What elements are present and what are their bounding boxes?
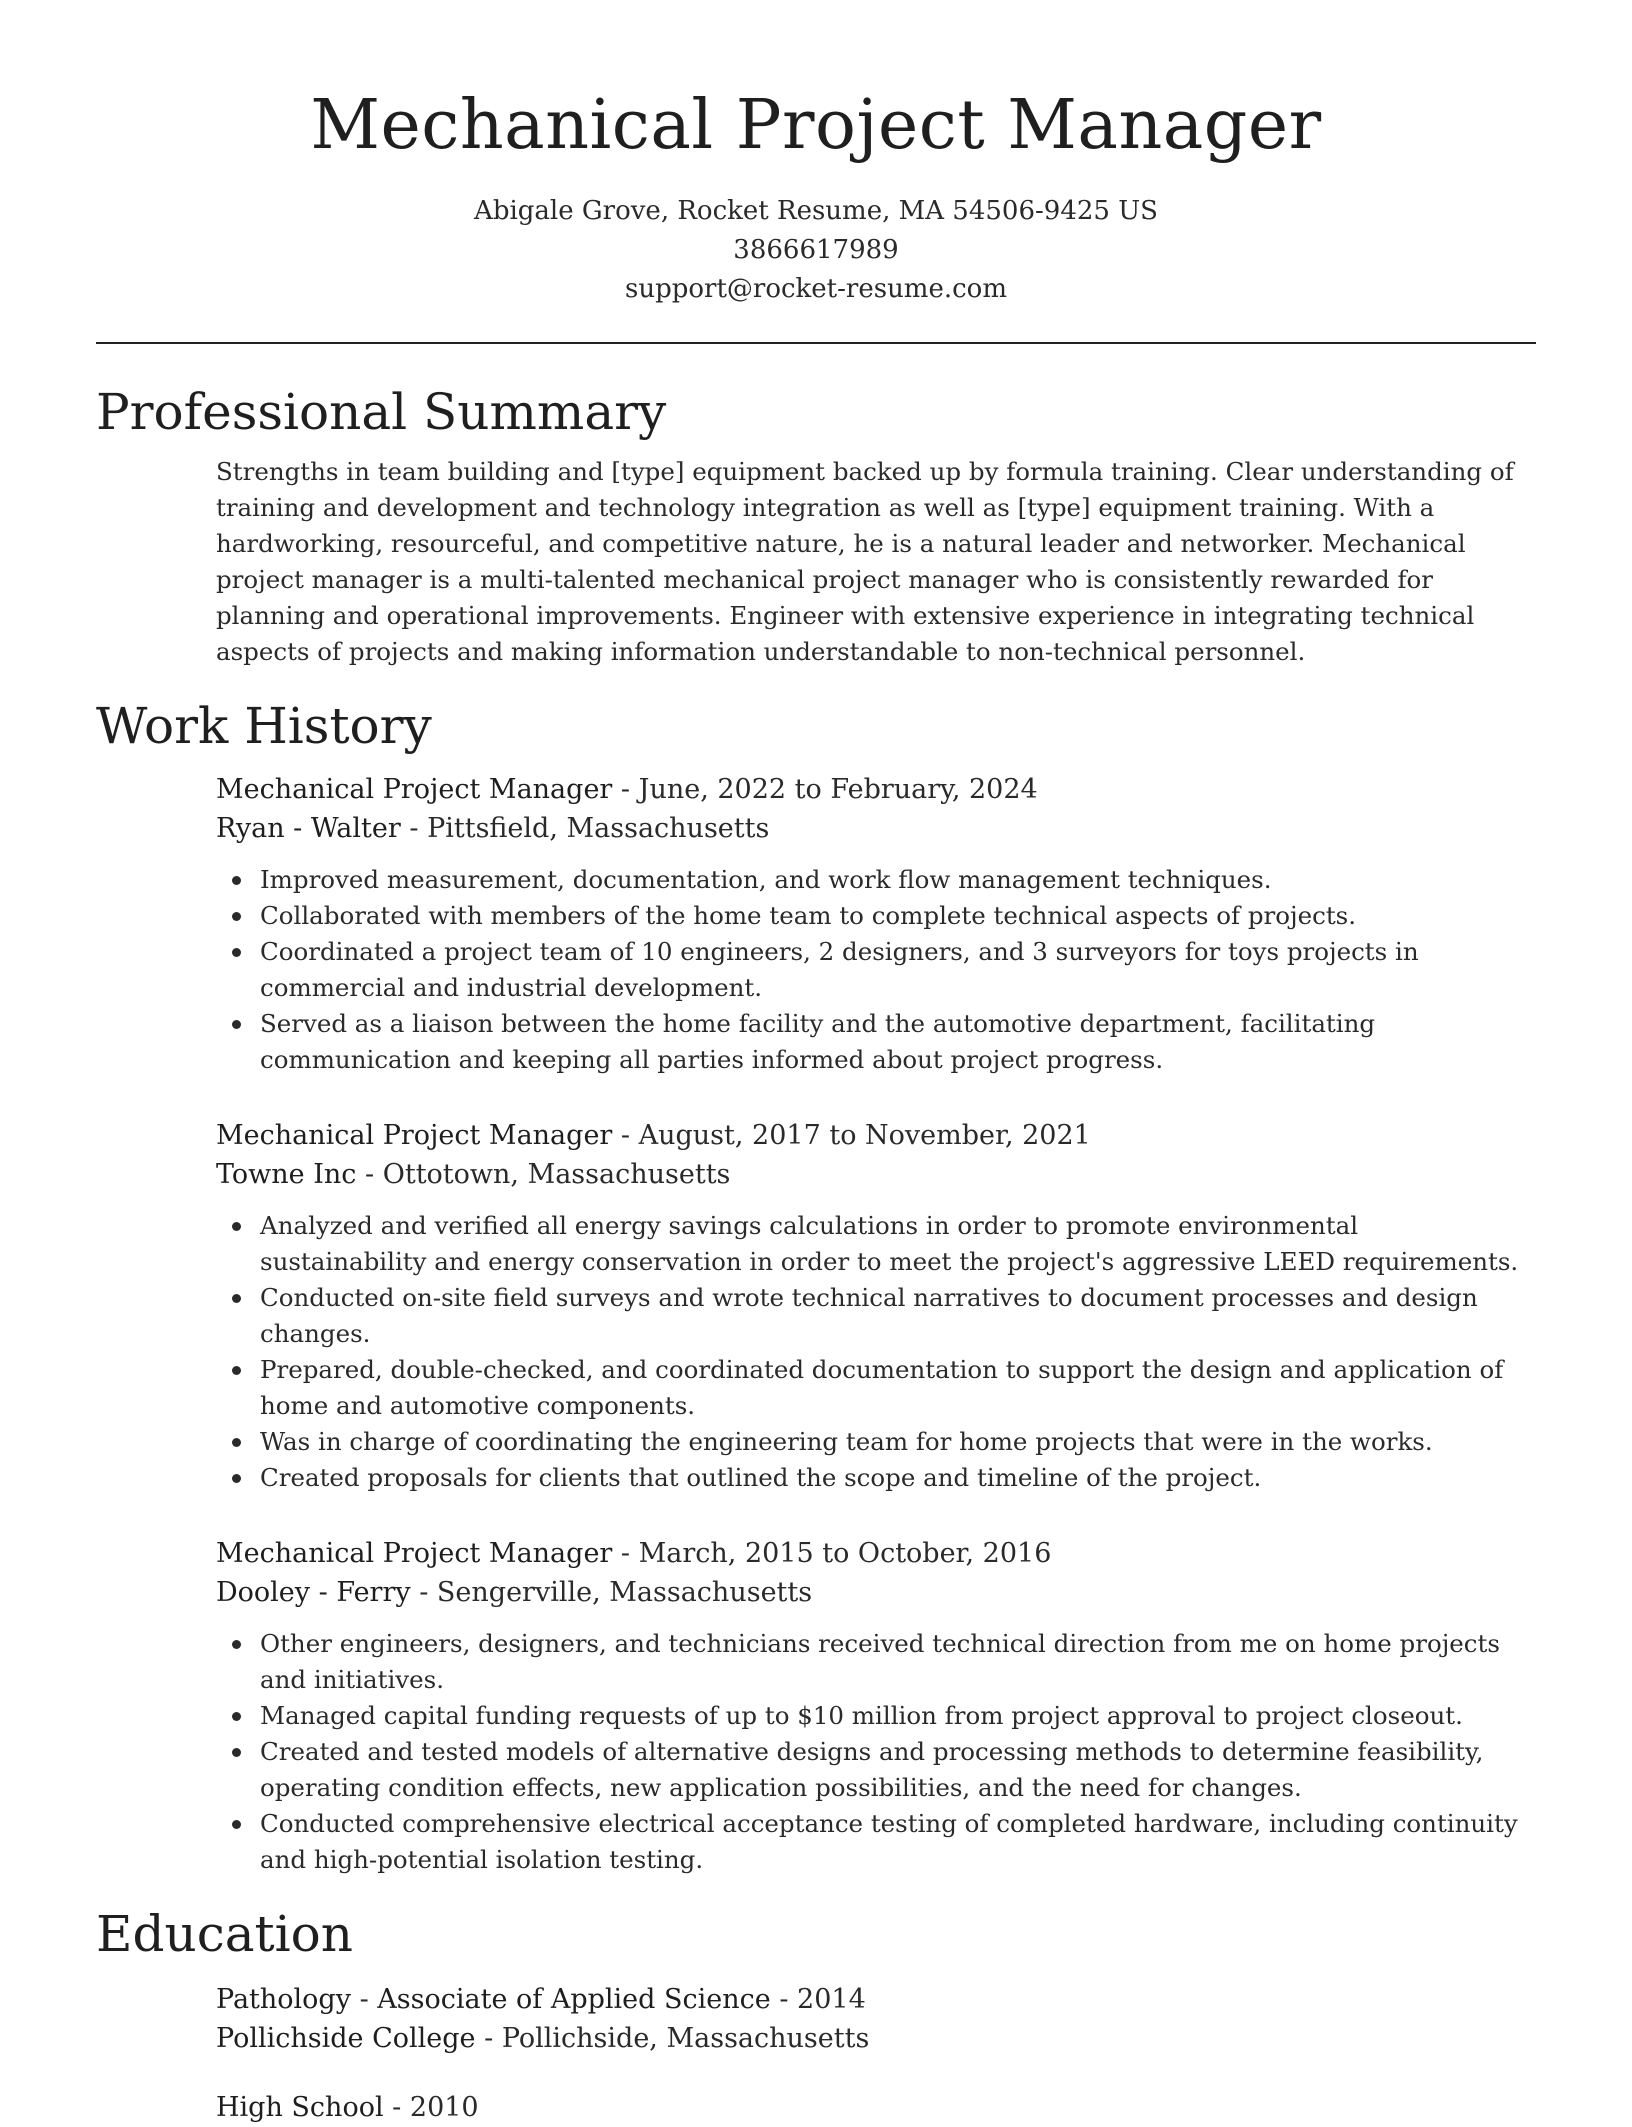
job-title-line: [216, 1534, 1536, 1573]
education-school-line: [216, 2019, 1536, 2058]
contact-block: [96, 192, 1536, 309]
job-entry: [216, 770, 1536, 1078]
work-history-heading: Work History: [96, 697, 432, 755]
contact-phone: 3866617989: [733, 235, 899, 265]
separator: -: [400, 813, 428, 844]
job-bullet: Analyzed and verified all energy savings calculations in order to promote environmental sustainability and energy conservation in order to meet the project's aggressive LEED requirements.: [260, 1208, 1536, 1280]
contact-email: support@rocket-resume.com: [624, 274, 1007, 304]
job-location: Sengerville, Massachusetts: [436, 1577, 813, 1608]
job-company-line: [216, 809, 1536, 848]
job-company-line: [216, 1573, 1536, 1612]
separator: -: [612, 1538, 639, 1569]
summary-heading: Professional Summary: [96, 383, 667, 441]
separator: -: [383, 2092, 410, 2123]
job-dates: March, 2015 to October, 2016: [638, 1538, 1052, 1569]
education-location: Pollichside, Massachusetts: [501, 2023, 870, 2054]
job-bullet: Served as a liaison between the home facility and the automotive department, facilitating communication and keeping all parties informed about project progress.: [260, 1006, 1536, 1078]
education-degree: High School: [216, 2092, 384, 2123]
education-field: Pathology: [216, 1984, 351, 2015]
job-bullet: Managed capital funding requests of up to $10 million from project approval to project closeout.: [260, 1698, 1536, 1734]
resume-header: [96, 84, 1536, 309]
job-company: Towne Inc: [216, 1159, 357, 1190]
job-bullets: [216, 1626, 1536, 1878]
separator: -: [356, 1159, 383, 1190]
job-company: Dooley - Ferry: [216, 1577, 411, 1608]
job-bullet: Was in charge of coordinating the engineering team for home projects that were in the works.: [260, 1424, 1536, 1460]
job-bullet: Improved measurement, documentation, and work flow management techniques.: [260, 862, 1536, 898]
job-title: Mechanical Project Manager: [216, 1538, 613, 1569]
summary-section: [96, 380, 1536, 670]
education-entry: [216, 1980, 1536, 2058]
job-company-line: [216, 1155, 1536, 1194]
separator: -: [612, 1120, 639, 1151]
job-title: Mechanical Project Manager: [216, 1120, 613, 1151]
work-history-section: [96, 694, 1536, 1878]
job-bullet: Conducted comprehensive electrical acceptance testing of completed hardware, including continuity and high-potential isolation testing.: [260, 1806, 1536, 1878]
separator: -: [475, 2023, 502, 2054]
education-year: 2010: [409, 2092, 479, 2123]
job-bullet: Created proposals for clients that outlined the scope and timeline of the project.: [260, 1460, 1536, 1496]
job-bullets: [216, 862, 1536, 1078]
header-divider: [96, 342, 1536, 344]
work-history-body: [216, 770, 1536, 1878]
education-heading: Education: [96, 1905, 353, 1963]
job-bullet: Prepared, double-checked, and coordinated documentation to support the design and application of home and automotive components.: [260, 1352, 1536, 1424]
education-degree-line: [216, 1980, 1536, 2019]
job-company: Ryan - Walter: [216, 813, 401, 844]
education-entry: [216, 2088, 1536, 2127]
resume-name: Mechanical Project Manager: [310, 86, 1322, 165]
job-dates: June, 2022 to February, 2024: [638, 774, 1038, 805]
job-bullet: Coordinated a project team of 10 engineers, 2 designers, and 3 surveyors for toys projects in commercial and industrial development.: [260, 934, 1536, 1006]
job-location: Pittsfield, Massachusetts: [427, 813, 770, 844]
contact-address: Abigale Grove, Rocket Resume, MA 54506-9425 US: [474, 196, 1158, 226]
job-title: Mechanical Project Manager: [216, 774, 613, 805]
separator: -: [770, 1984, 798, 2015]
job-entry: [216, 1116, 1536, 1496]
job-bullets: [216, 1208, 1536, 1496]
job-bullet: Collaborated with members of the home team to complete technical aspects of projects.: [260, 898, 1536, 934]
job-title-line: [216, 1116, 1536, 1155]
summary-text: Strengths in team building and [type] equipment backed up by formula training. Clear understanding of training and development and technology integration as well as [type] equipment training. With a hardworking, resourceful, and competitive nature, he is a natural leader and networker. Mechanical project manager is a multi-talented mechanical project manager who is consistently rewarded for planning and operational improvements. Engineer with extensive experience in integrating technical aspects of projects and making information understandable to non-technical personnel.: [216, 457, 1514, 666]
separator: -: [410, 1577, 437, 1608]
education-body: [216, 1980, 1536, 2127]
job-bullet: Other engineers, designers, and technicians received technical direction from me on home projects and initiatives.: [260, 1626, 1536, 1698]
resume-content: [96, 380, 1536, 2127]
education-section: [96, 1902, 1536, 2127]
job-title-line: [216, 770, 1536, 809]
education-degree-line: [216, 2088, 1536, 2127]
job-entry: [216, 1534, 1536, 1878]
summary-body: [216, 454, 1536, 670]
job-location: Ottotown, Massachusetts: [382, 1159, 731, 1190]
education-degree: Associate of Applied Science: [377, 1984, 771, 2015]
education-school: Pollichside College: [216, 2023, 476, 2054]
job-bullet: Created and tested models of alternative designs and processing methods to determine feasibility, operating condition effects, new application possibilities, and the need for changes.: [260, 1734, 1536, 1806]
job-dates: August, 2017 to November, 2021: [638, 1120, 1091, 1151]
job-bullet: Conducted on-site field surveys and wrote technical narratives to document processes and design changes.: [260, 1280, 1536, 1352]
separator: -: [612, 774, 639, 805]
education-year: 2014: [797, 1984, 866, 2015]
separator: -: [350, 1984, 378, 2015]
